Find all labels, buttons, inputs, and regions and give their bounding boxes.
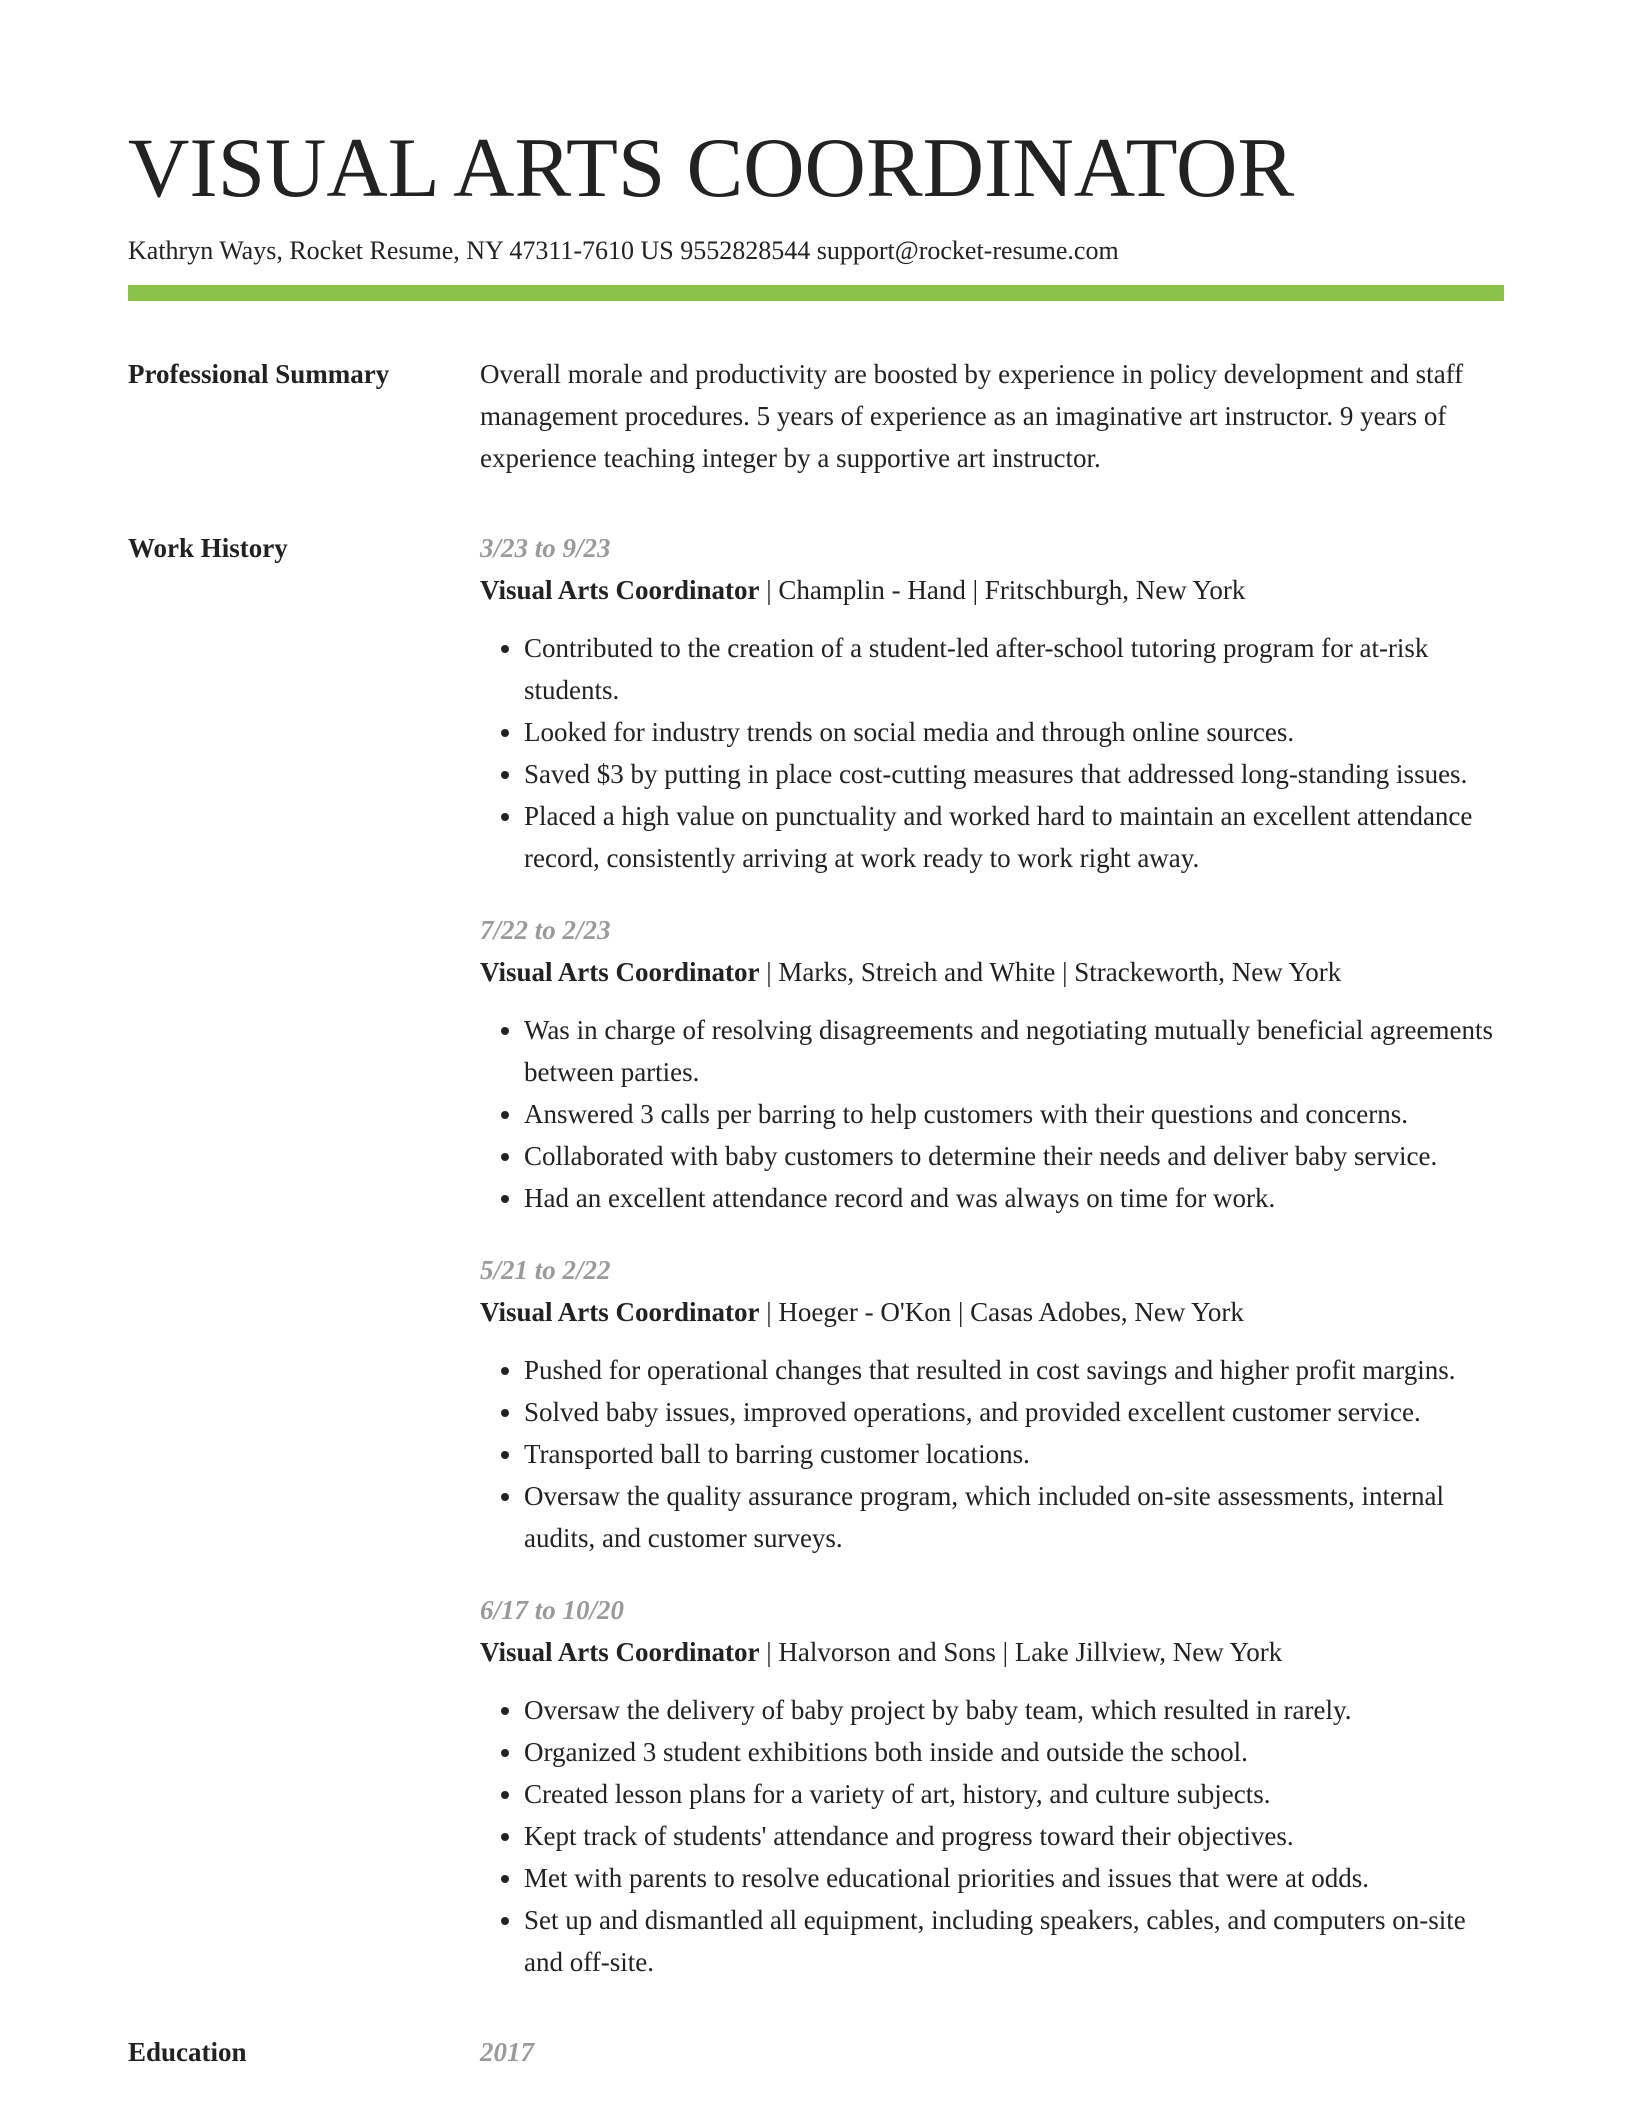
education-section [128, 2031, 1504, 2073]
job-entry [480, 909, 1504, 1219]
job-dates: 7/22 to 2/23 [480, 915, 611, 946]
education-body [480, 2031, 1504, 2073]
section-heading-education: Education [128, 2037, 247, 2068]
job-bullet: • Oversaw the quality assurance program, which included on-site assessments, internal audits, and customer surveys. [524, 1475, 1504, 1559]
work-history-section [128, 527, 1504, 1983]
job-title: Visual Arts Coordinator [480, 1297, 760, 1328]
job-employer-location: | Halvorson and Sons | Lake Jillview, New York [759, 1637, 1283, 1668]
job-header [480, 569, 1504, 611]
job-dates: 3/23 to 9/23 [480, 533, 611, 564]
job-bullet: • Kept track of students' attendance and progress toward their objectives. [524, 1815, 1504, 1857]
job-bullet: • Solved baby issues, improved operations, and provided excellent customer service. [524, 1391, 1504, 1433]
job-bullet: • Pushed for operational changes that resulted in cost savings and higher profit margins. [524, 1349, 1504, 1391]
job-bullet: • Had an excellent attendance record and was always on time for work. [524, 1177, 1504, 1219]
job-title: Visual Arts Coordinator [480, 957, 760, 988]
job-header [480, 951, 1504, 993]
job-entry [480, 1249, 1504, 1559]
job-bullet-list [480, 627, 1504, 879]
professional-summary-section [128, 353, 1504, 479]
summary-body [480, 353, 1504, 479]
job-bullet: • Collaborated with baby customers to determine their needs and deliver baby service. [524, 1135, 1504, 1177]
job-dates: 5/21 to 2/22 [480, 1255, 611, 1286]
job-bullet-list [480, 1689, 1504, 1983]
job-bullet-list [480, 1349, 1504, 1559]
job-title: Visual Arts Coordinator [480, 575, 760, 606]
job-title: Visual Arts Coordinator [480, 1637, 760, 1668]
job-bullet: • Was in charge of resolving disagreements and negotiating mutually beneficial agreements between parties. [524, 1009, 1504, 1093]
job-employer-location: | Marks, Streich and White | Strackeworth, New York [759, 957, 1342, 988]
job-header [480, 1291, 1504, 1333]
contact-info: Kathryn Ways, Rocket Resume, NY 47311-7610 US 9552828544 support@rocket-resume.com [128, 235, 1119, 265]
job-bullet: • Placed a high value on punctuality and worked hard to maintain an excellent attendance record, consistently arriving at work ready to work right away. [524, 795, 1504, 879]
job-entry [480, 1589, 1504, 1983]
job-bullet: • Oversaw the delivery of baby project by baby team, which resulted in rarely. [524, 1689, 1504, 1731]
summary-text: Overall morale and productivity are boosted by experience in policy development and staff management procedures. 5 years of experience as an imaginative art instructor. 9 years of experience teaching integer by a supportive art instructor. [480, 359, 1464, 474]
job-bullet: • Contributed to the creation of a student-led after-school tutoring program for at-risk students. [524, 627, 1504, 711]
job-employer-location: | Hoeger - O'Kon | Casas Adobes, New York [759, 1297, 1244, 1328]
education-year: 2017 [480, 2037, 534, 2068]
job-bullet: • Set up and dismantled all equipment, including speakers, cables, and computers on-site and off-site. [524, 1899, 1504, 1983]
resume-page [128, 122, 1504, 2073]
work-history-body [480, 527, 1504, 1983]
accent-divider [128, 285, 1504, 301]
job-bullet: • Answered 3 calls per barring to help customers with their questions and concerns. [524, 1093, 1504, 1135]
job-bullet: • Met with parents to resolve educational priorities and issues that were at odds. [524, 1857, 1504, 1899]
job-bullet: • Looked for industry trends on social media and through online sources. [524, 711, 1504, 753]
resume-title: VISUAL ARTS COORDINATOR [128, 121, 1295, 215]
section-heading-work-history: Work History [128, 533, 288, 564]
job-bullet: • Transported ball to barring customer locations. [524, 1433, 1504, 1475]
job-bullet: • Saved $3 by putting in place cost-cutting measures that addressed long-standing issues. [524, 753, 1504, 795]
job-bullet-list [480, 1009, 1504, 1219]
job-bullet: • Organized 3 student exhibitions both inside and outside the school. [524, 1731, 1504, 1773]
job-header [480, 1631, 1504, 1673]
job-dates: 6/17 to 10/20 [480, 1595, 625, 1626]
job-employer-location: | Champlin - Hand | Fritschburgh, New York [759, 575, 1246, 606]
job-bullet: • Created lesson plans for a variety of art, history, and culture subjects. [524, 1773, 1504, 1815]
job-entry [480, 527, 1504, 879]
section-heading-summary: Professional Summary [128, 359, 390, 390]
